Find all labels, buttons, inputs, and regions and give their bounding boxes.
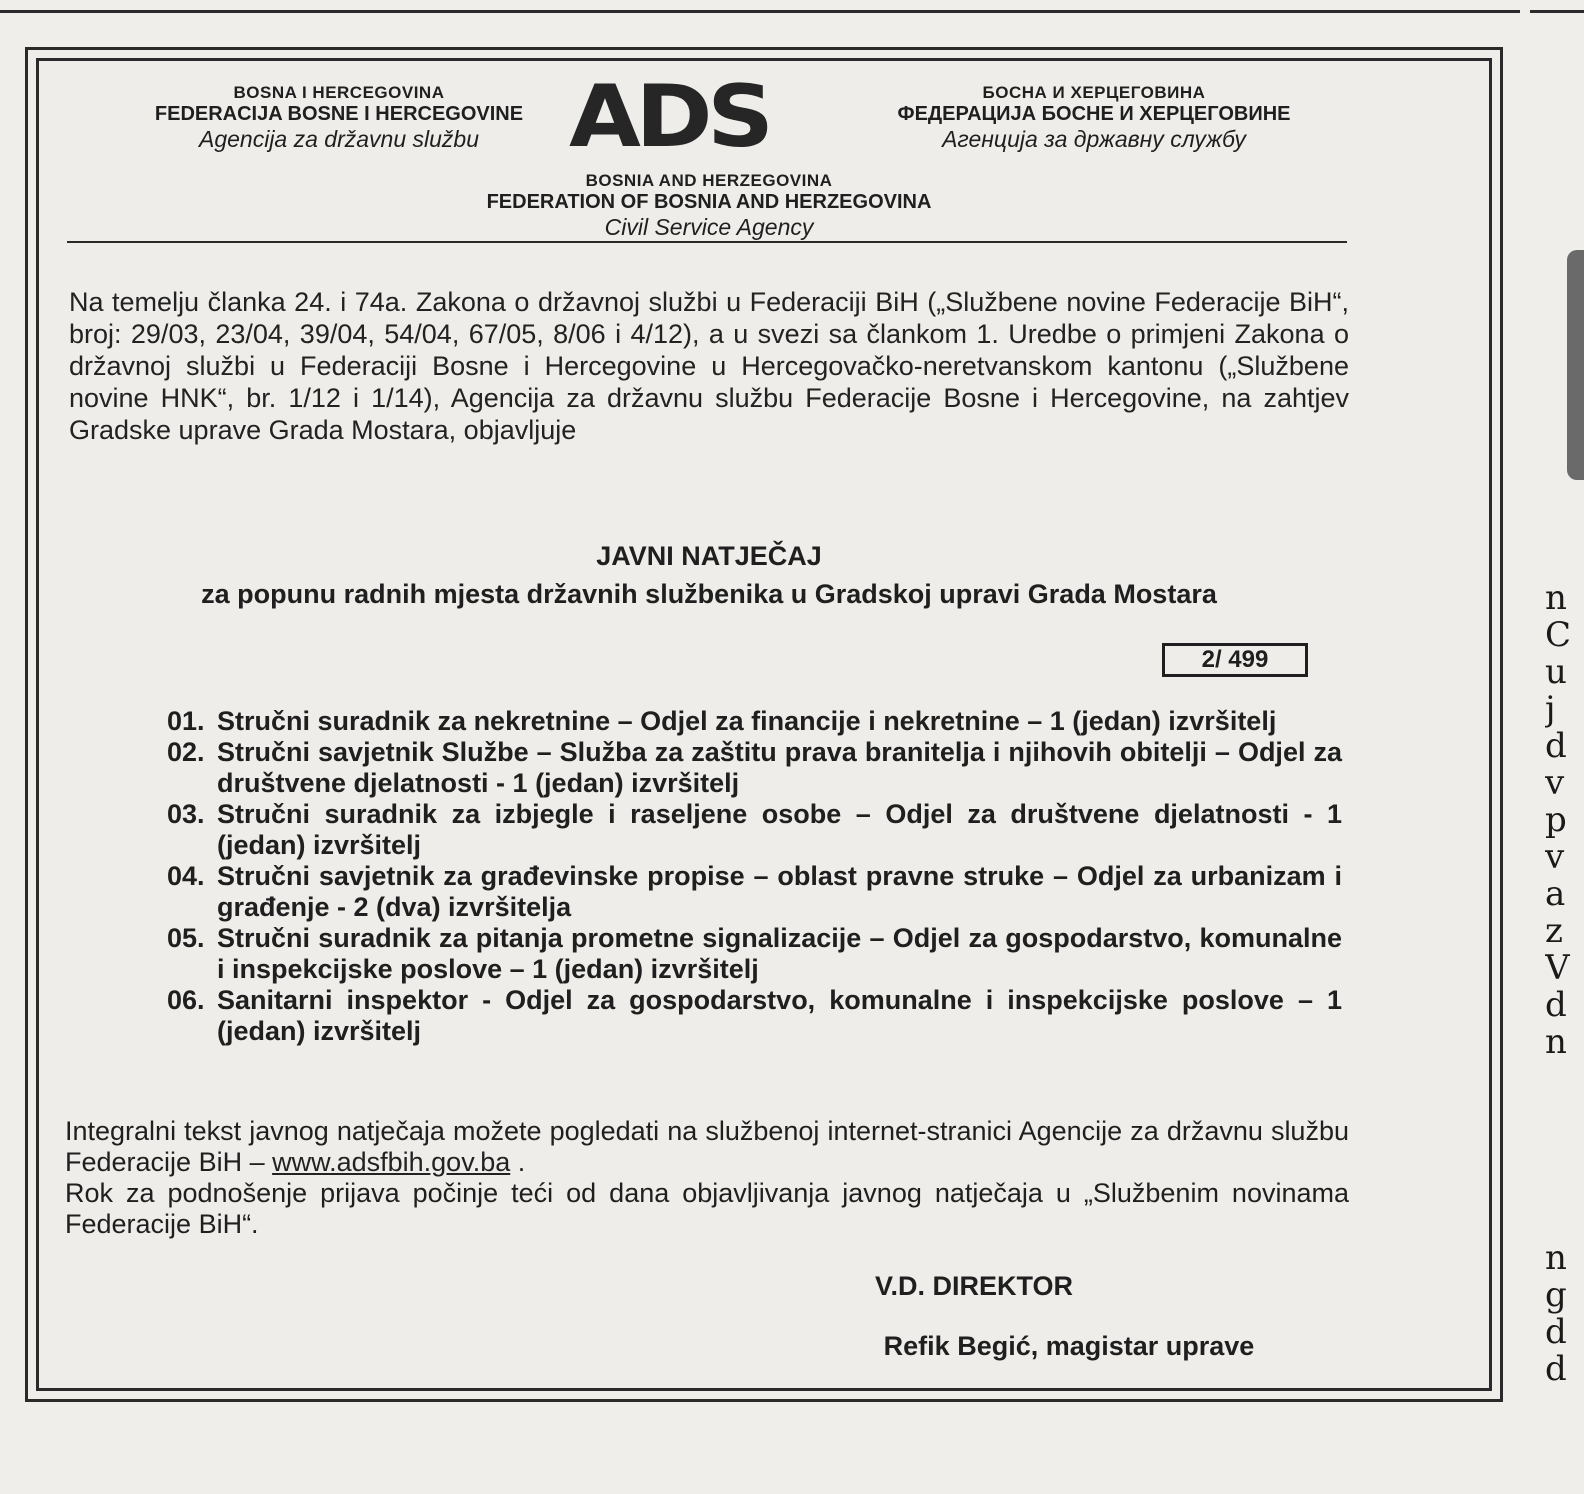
agency-website-link[interactable]: www.adsfbih.gov.ba [272, 1147, 511, 1177]
fragment-letter: p [1545, 800, 1567, 840]
footer-paragraph-deadline: Rok za podnošenje prijava počinje teći od dana objavljivanja javnog natječaja u „Službenim novinama Federacije BiH“. [65, 1178, 1349, 1239]
intro-paragraph: Na temelju članka 24. i 74a. Zakona o državnoj službi u Federaciji BiH („Službene novine Federacije BiH“, broj: 29/03, 23/04, 39/04, 54/04, 67/05, 8/06 i 4/12), a u svezi sa člankom 1. Uredbe o primjeni Zakona o državnoj službi u Federaciji Bosne i Hercegovine u Hercegovačko-neretvanskom kantonu („Službene novine HNK“, br. 1/12 i 1/14), Agencija za državnu službu Federacije Bosne i Hercegovine, na zahtjev Gradske uprave Grada Mostara, objavljuje [69, 287, 1349, 445]
list-item [167, 799, 1342, 861]
adjacent-article-fragment-bottom [1545, 1240, 1584, 1388]
position-text: Stručni savjetnik za građevinske propise – oblast pravne struke – Odjel za urbanizam i građenje - 2 (dva) izvršitelja [217, 861, 1342, 922]
list-item [167, 923, 1342, 985]
header-right-block [834, 83, 1354, 153]
list-item [167, 737, 1342, 799]
list-item [167, 706, 1342, 737]
reference-number-box: 2/ 499 [1162, 643, 1308, 677]
positions-list [167, 706, 1342, 1047]
fragment-letter: d [1545, 1349, 1567, 1388]
header-left-country: BOSNA I HERCEGOVINA [233, 83, 445, 102]
fragment-letter: a [1545, 874, 1566, 914]
list-item [167, 985, 1342, 1047]
ads-logo [569, 67, 794, 167]
list-item [167, 861, 1342, 923]
header-bottom-block [429, 171, 989, 241]
signature-title: V.D. DIREKTOR [874, 1271, 1074, 1301]
position-text: Stručni suradnik za nekretnine – Odjel za financije i nekretnine – 1 (jedan) izvršitelj [217, 706, 1277, 736]
position-text: Stručni suradnik za izbjegle i raseljene osobe – Odjel za društvene djelatnosti - 1 (jedan) izvršitelj [217, 799, 1342, 860]
header-left-federation: FEDERACIJA BOSNE I HERCEGOVINE [154, 103, 524, 125]
header-left-agency: Agencija za državnu službu [199, 126, 479, 152]
header-bottom-country: BOSNIA AND HERZEGOVINA [585, 171, 833, 190]
fragment-letter: V [1545, 948, 1570, 988]
top-border-rule [0, 0, 1520, 13]
position-text: Stručni suradnik za pitanja prometne signalizacije – Odjel za gospodarstvo, komunalne i inspekcijske poslove – 1 (jedan) izvršitelj [217, 923, 1342, 984]
fragment-letter: n [1545, 1240, 1567, 1278]
footer-website-intro: Integralni tekst javnog natječaja možete pogledati na službenoj internet-stranici Agencije za državnu službu Federacije BiH – [65, 1116, 1349, 1177]
fragment-letter: n [1545, 580, 1567, 618]
fragment-letter: v [1545, 837, 1565, 877]
position-number: 02. [167, 737, 205, 767]
fragment-letter: z [1545, 911, 1563, 951]
position-text: Stručni savjetnik Službe – Služba za zaštitu prava branitelja i njihovih obitelji – Odjel za društvene djelatnosti - 1 (jedan) izvršitelj [217, 737, 1342, 798]
fragment-letter: j [1545, 689, 1556, 729]
position-number: 05. [167, 923, 205, 953]
position-number: 06. [167, 985, 205, 1015]
top-border-rule-right [1530, 0, 1584, 13]
fragment-letter: u [1545, 652, 1567, 692]
notice-title: JAVNI NATJEČAJ [596, 541, 822, 571]
advertisement-inner-border [36, 58, 1492, 1391]
fragment-letter: n [1545, 1022, 1567, 1061]
ads-logo-text: ADS [569, 67, 769, 167]
fragment-letter: C [1545, 615, 1572, 655]
notice-subtitle: za popunu radnih mjesta državnih službenika u Gradskoj upravi Grada Mostara [201, 579, 1217, 609]
adjacent-article-fragment-top [1545, 580, 1584, 1061]
advertisement [25, 47, 1503, 1402]
position-number: 01. [167, 706, 205, 736]
fragment-letter: d [1545, 1312, 1567, 1352]
footer-text [65, 1116, 1349, 1240]
fragment-letter: v [1545, 763, 1565, 803]
header-right-agency: Агенција за државну службу [942, 126, 1246, 152]
header-bottom-federation: FEDERATION OF BOSNIA AND HERZEGOVINA [486, 191, 932, 213]
header-bottom-agency: Civil Service Agency [604, 214, 814, 240]
signature-name: Refik Begić, magistar uprave [883, 1331, 1255, 1361]
adjacent-image-fragment [1567, 250, 1584, 480]
fragment-letter: d [1545, 985, 1567, 1025]
position-number: 03. [167, 799, 205, 829]
fragment-letter: g [1545, 1275, 1567, 1315]
header-right-country: БОСНА И ХЕРЦЕГОВИНА [982, 83, 1206, 102]
header-left-block [94, 83, 584, 153]
header-divider [67, 241, 1347, 243]
position-number: 04. [167, 861, 205, 891]
footer-website-end: . [510, 1147, 526, 1177]
header-right-federation: ФЕДЕРАЦИЈА БОСНЕ И ХЕРЦЕГОВИНЕ [897, 103, 1291, 125]
position-text: Sanitarni inspektor - Odjel za gospodarstvo, komunalne i inspekcijske poslove – 1 (jedan) izvršitelj [217, 985, 1342, 1046]
footer-paragraph-website [65, 1116, 1349, 1178]
fragment-letter: d [1545, 726, 1567, 766]
